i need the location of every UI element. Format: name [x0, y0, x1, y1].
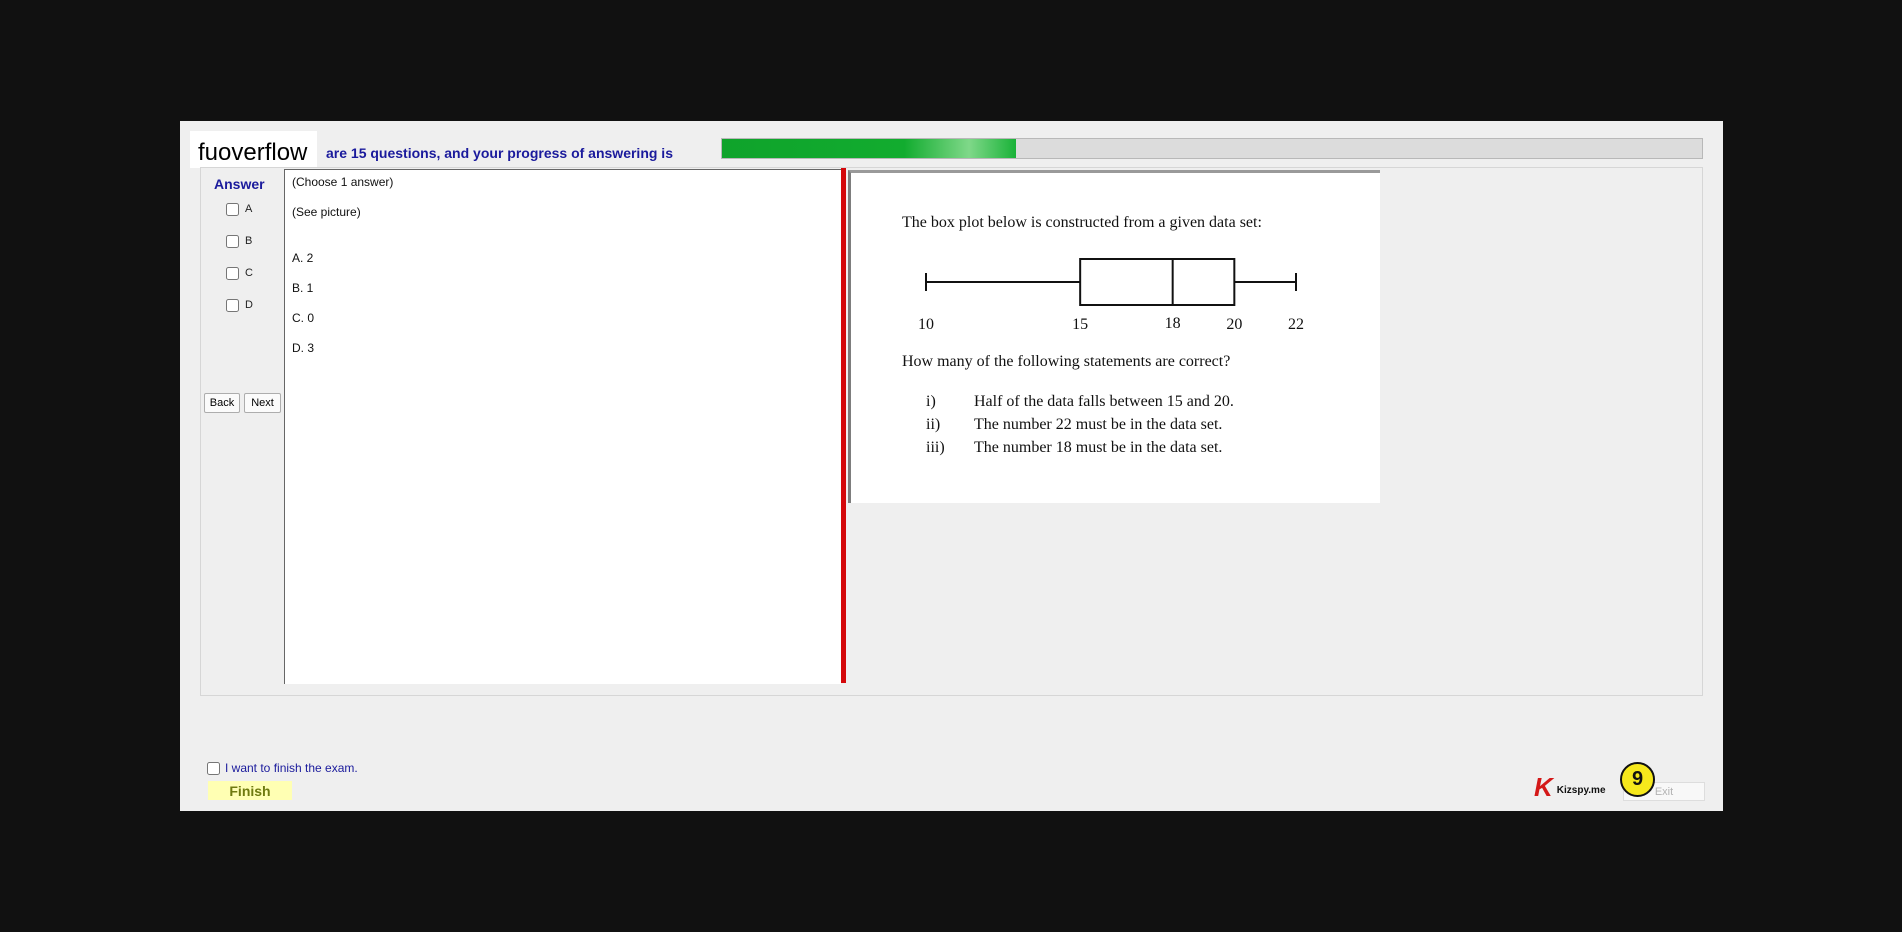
panel-divider[interactable]	[841, 168, 846, 683]
box-plot-box	[1080, 259, 1234, 305]
box-plot-label-20: 20	[1226, 316, 1243, 333]
option-c-label: C	[245, 267, 253, 279]
finish-confirm-label: I want to finish the exam.	[225, 761, 358, 775]
statement-2-text: The number 22 must be in the data set.	[974, 416, 1223, 433]
choice-c: C. 0	[292, 311, 315, 325]
option-d-label: D	[245, 299, 253, 311]
option-c-checkbox[interactable]	[226, 267, 239, 280]
question-instruction: (Choose 1 answer)	[292, 175, 394, 189]
statement-1-text: Half of the data falls between 15 and 20.	[974, 393, 1234, 410]
finish-button[interactable]: Finish	[208, 781, 292, 800]
box-plot-label-18: 18	[1164, 315, 1181, 332]
finish-confirm[interactable]	[207, 761, 358, 775]
finish-confirm-checkbox[interactable]	[207, 762, 220, 775]
figure-intro: The box plot below is constructed from a given data set:	[902, 214, 1262, 231]
question-figure-svg	[851, 173, 1380, 503]
option-c[interactable]	[226, 265, 253, 281]
statement-2-num: ii)	[926, 416, 941, 433]
box-plot	[918, 259, 1304, 333]
option-b[interactable]	[226, 233, 252, 249]
statement-3-text: The number 18 must be in the data set.	[974, 439, 1223, 456]
brand-logo: fuoverflow	[198, 139, 308, 166]
progress-text: are 15 questions, and your progress of answering is	[326, 145, 673, 161]
option-a[interactable]	[226, 201, 252, 217]
option-d[interactable]	[226, 297, 253, 313]
statement-3-num: iii)	[926, 439, 945, 456]
exit-button[interactable]: Exit	[1623, 782, 1705, 801]
next-button[interactable]: Next	[244, 393, 281, 413]
option-d-checkbox[interactable]	[226, 299, 239, 312]
progress-bar-fill	[722, 139, 1016, 158]
back-button[interactable]: Back	[204, 393, 240, 413]
choice-a: A. 2	[292, 251, 314, 265]
question-body: (See picture)	[292, 205, 361, 219]
choice-b: B. 1	[292, 281, 314, 295]
choice-d: D. 3	[292, 341, 315, 355]
question-count-badge: 9	[1620, 762, 1655, 797]
statement-1-num: i)	[926, 393, 936, 410]
option-a-label: A	[245, 203, 253, 215]
progress-bar	[721, 138, 1703, 159]
answer-title: Answer	[214, 176, 265, 192]
option-a-checkbox[interactable]	[226, 203, 239, 216]
kizspy-text: Kizspy.me	[1556, 784, 1606, 796]
box-plot-label-10: 10	[918, 316, 934, 333]
box-plot-label-22: 22	[1288, 316, 1304, 333]
option-b-label: B	[245, 235, 253, 247]
kizspy-logo	[1534, 772, 1606, 802]
figure-question: How many of the following statements are correct?	[902, 353, 1231, 370]
box-plot-label-15: 15	[1072, 316, 1089, 333]
question-image	[848, 170, 1380, 503]
question-box	[284, 169, 841, 684]
option-b-checkbox[interactable]	[226, 235, 239, 248]
exam-window	[180, 121, 1723, 811]
kizspy-k-icon: K	[1534, 772, 1553, 802]
